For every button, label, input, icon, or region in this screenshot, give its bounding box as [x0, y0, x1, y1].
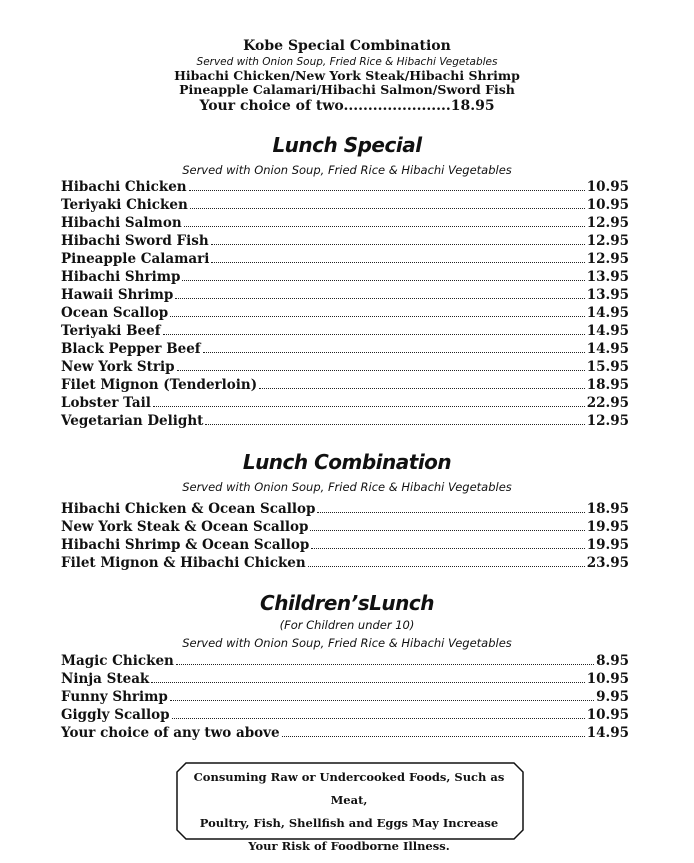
kobe-choice: Your choice of two......................18.95	[199, 98, 495, 114]
list-item	[61, 706, 629, 724]
dot-leader	[211, 261, 584, 263]
item-name: Hawaii Shrimp	[61, 287, 174, 303]
item-name: Ocean Scallop	[61, 305, 169, 321]
list-item	[61, 178, 629, 196]
childrens-lunch-note: (For Children under 10)	[279, 618, 415, 632]
list-item	[61, 670, 629, 688]
item-name: Giggly Scallop	[61, 707, 170, 723]
item-price: 10.95	[586, 197, 629, 213]
food-safety-notice	[176, 762, 522, 853]
dot-leader	[184, 225, 585, 227]
list-item	[61, 304, 629, 322]
lunch-combination-list	[61, 500, 629, 572]
item-price: 8.95	[596, 653, 629, 669]
lunch-special-list	[61, 178, 629, 430]
list-item	[61, 268, 629, 286]
item-price: 22.95	[586, 395, 629, 411]
item-price: 14.95	[586, 305, 629, 321]
item-price: 13.95	[586, 287, 629, 303]
kobe-title: Kobe Special Combination	[243, 38, 451, 54]
item-price: 9.95	[596, 689, 629, 705]
kobe-line-1: Hibachi Chicken/New York Steak/Hibachi Shrimp	[174, 68, 520, 83]
lunch-special-subtitle: Served with Onion Soup, Fried Rice & Hibachi Vegetables	[182, 163, 512, 177]
item-name: Teriyaki Chicken	[61, 197, 188, 213]
item-name: Hibachi Chicken	[61, 179, 187, 195]
item-name: Filet Mignon (Tenderloin)	[61, 377, 258, 393]
item-price: 10.95	[586, 707, 629, 723]
item-name: Funny Shrimp	[61, 689, 168, 705]
item-name: Vegetarian Delight	[61, 413, 204, 429]
list-item	[61, 358, 629, 376]
list-item	[61, 340, 629, 358]
item-price: 19.95	[586, 537, 629, 553]
childrens-lunch-heading: Children’sLunch	[260, 591, 434, 615]
dot-leader	[282, 735, 585, 737]
list-item	[61, 554, 629, 572]
kobe-line-2: Pineapple Calamari/Hibachi Salmon/Sword Fish	[179, 82, 515, 97]
kobe-special-section	[0, 38, 694, 115]
dot-leader	[259, 387, 585, 389]
list-item	[61, 250, 629, 268]
list-item	[61, 500, 629, 518]
item-name: New York Steak & Ocean Scallop	[61, 519, 309, 535]
dot-leader	[311, 547, 584, 549]
kobe-subtitle: Served with Onion Soup, Fried Rice & Hibachi Vegetables	[196, 56, 498, 68]
item-price: 12.95	[586, 413, 629, 429]
item-price: 14.95	[586, 725, 629, 741]
lunch-combination-subtitle: Served with Onion Soup, Fried Rice & Hibachi Vegetables	[182, 480, 512, 494]
item-price: 13.95	[586, 269, 629, 285]
dot-leader	[190, 207, 585, 209]
item-name: New York Strip	[61, 359, 175, 375]
item-name: Black Pepper Beef	[61, 341, 201, 357]
item-price: 23.95	[586, 555, 629, 571]
list-item	[61, 652, 629, 670]
item-price: 18.95	[586, 377, 629, 393]
item-name: Hibachi Salmon	[61, 215, 182, 231]
dot-leader	[172, 717, 585, 719]
item-price: 12.95	[586, 251, 629, 267]
lunch-combination-heading: Lunch Combination	[242, 450, 452, 474]
dot-leader	[170, 315, 584, 317]
item-name: Teriyaki Beef	[61, 323, 161, 339]
list-item	[61, 376, 629, 394]
dot-leader	[177, 369, 585, 371]
dot-leader	[182, 279, 584, 281]
item-name: Hibachi Chicken & Ocean Scallop	[61, 501, 316, 517]
item-price: 18.95	[586, 501, 629, 517]
list-item	[61, 196, 629, 214]
dot-leader	[189, 189, 585, 191]
item-price: 19.95	[586, 519, 629, 535]
dot-leader	[211, 243, 585, 245]
list-item	[61, 394, 629, 412]
dot-leader	[205, 423, 584, 425]
list-item	[61, 214, 629, 232]
list-item	[61, 232, 629, 250]
item-name: Pineapple Calamari	[61, 251, 210, 267]
item-name: Your choice of any two above	[61, 725, 280, 741]
list-item	[61, 518, 629, 536]
list-item	[61, 322, 629, 340]
notice-line-1: Consuming Raw or Undercooked Foods, Such as Meat,	[193, 770, 505, 807]
childrens-lunch-subtitle: Served with Onion Soup, Fried Rice & Hibachi Vegetables	[182, 636, 512, 650]
list-item	[61, 536, 629, 554]
childrens-lunch-list	[61, 652, 629, 742]
list-item	[61, 688, 629, 706]
item-name: Ninja Steak	[61, 671, 150, 687]
item-price: 10.95	[586, 179, 629, 195]
list-item	[61, 724, 629, 742]
dot-leader	[175, 297, 584, 299]
item-name: Filet Mignon & Hibachi Chicken	[61, 555, 306, 571]
dot-leader	[153, 405, 585, 407]
dot-leader	[203, 351, 585, 353]
item-price: 12.95	[586, 215, 629, 231]
item-price: 15.95	[586, 359, 629, 375]
item-name: Hibachi Sword Fish	[61, 233, 209, 249]
dot-leader	[170, 699, 594, 701]
dot-leader	[176, 663, 594, 665]
item-price: 10.95	[586, 671, 629, 687]
item-name: Magic Chicken	[61, 653, 174, 669]
notice-line-2: Poultry, Fish, Shellfish and Eggs May Increase	[199, 816, 499, 830]
list-item	[61, 286, 629, 304]
item-name: Hibachi Shrimp & Ocean Scallop	[61, 537, 310, 553]
dot-leader	[317, 511, 584, 513]
lunch-special-heading: Lunch Special	[272, 133, 422, 157]
dot-leader	[308, 565, 585, 567]
notice-line-3: Your Risk of Foodborne Illness.	[248, 839, 450, 853]
item-price: 12.95	[586, 233, 629, 249]
dot-leader	[163, 333, 585, 335]
list-item	[61, 412, 629, 430]
dot-leader	[310, 529, 584, 531]
item-price: 14.95	[586, 341, 629, 357]
item-price: 14.95	[586, 323, 629, 339]
item-name: Hibachi Shrimp	[61, 269, 181, 285]
dot-leader	[151, 681, 584, 683]
item-name: Lobster Tail	[61, 395, 151, 411]
